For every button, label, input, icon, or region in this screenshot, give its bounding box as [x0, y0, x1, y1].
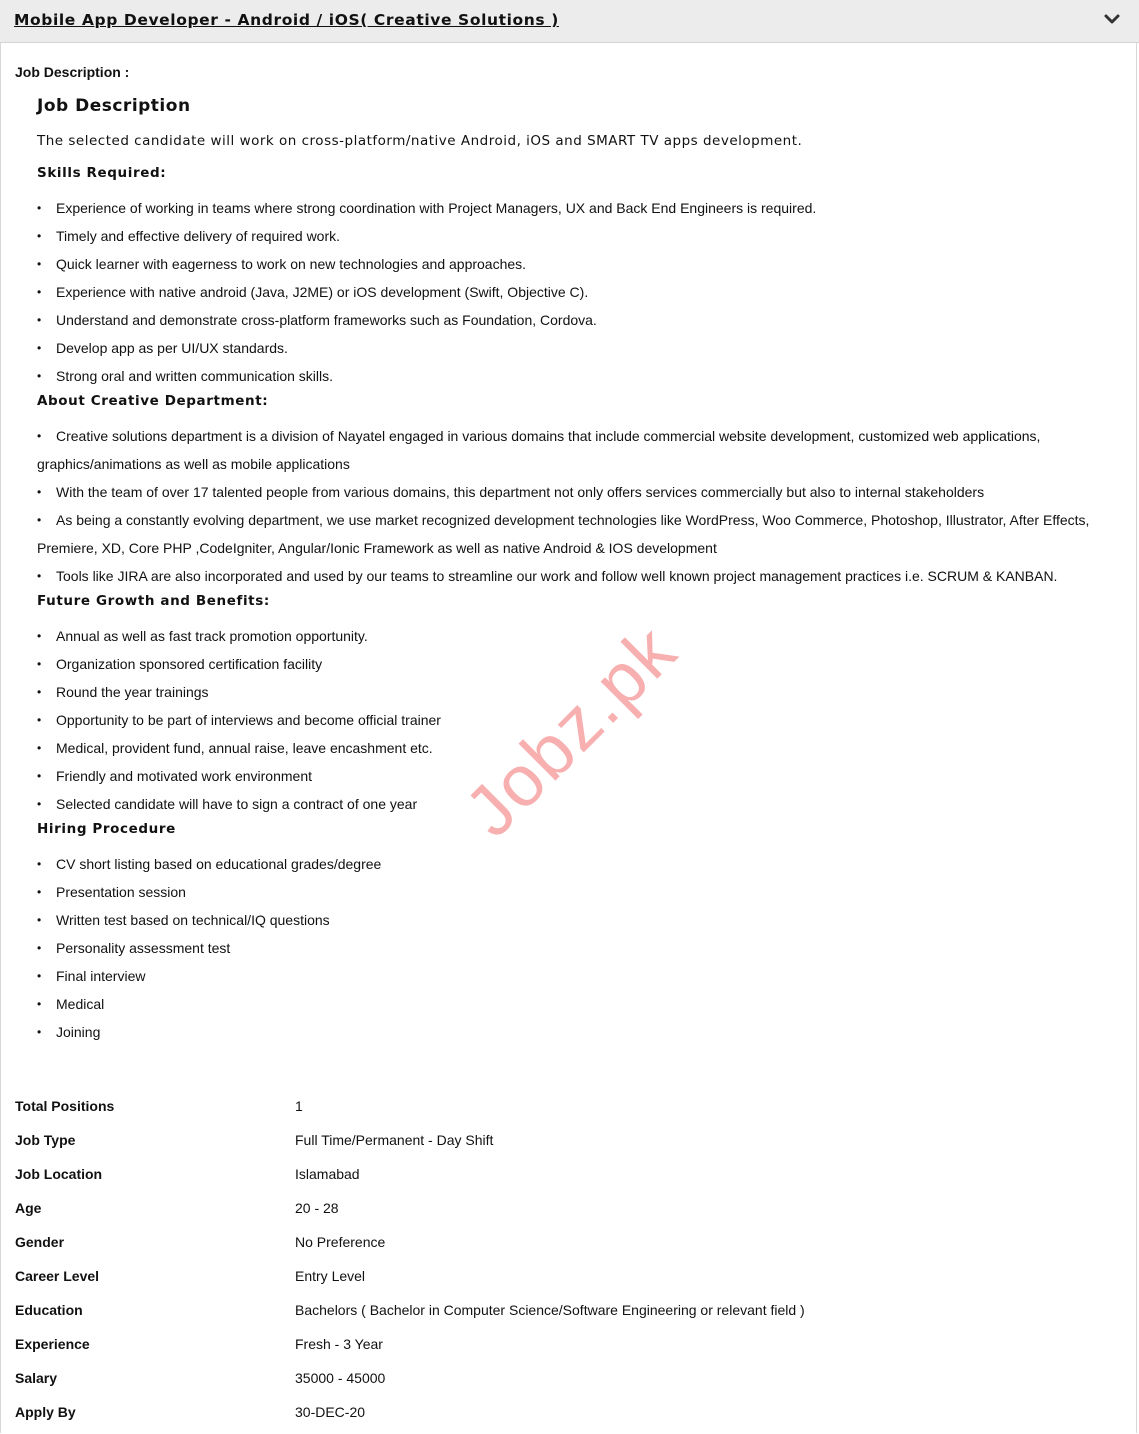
job-details-table [15, 1094, 1115, 1434]
description-heading: Job Description [37, 96, 191, 116]
watermark-logo: Jobz.pk [450, 610, 693, 852]
list-item: • Tools like JIRA are also incorporated and used by our teams to streamline our work and follow well known project management practices i.e. SCRUM & KANBAN. [37, 562, 1107, 590]
chevron-down-icon[interactable] [1103, 12, 1121, 28]
job-header[interactable] [0, 0, 1139, 43]
detail-row-apply-by [15, 1400, 1115, 1434]
detail-label: Age [15, 1200, 42, 1216]
detail-value: No Preference [295, 1234, 386, 1250]
detail-row-experience [15, 1332, 1115, 1366]
detail-label: Job Location [15, 1166, 103, 1182]
list-item: • Annual as well as fast track promotion opportunity. [37, 622, 1107, 650]
detail-value: Islamabad [295, 1166, 360, 1182]
list-item: • Strong oral and written communication skills. [37, 362, 1107, 390]
list-item: • Understand and demonstrate cross-platform frameworks such as Foundation, Cordova. [37, 306, 1107, 334]
list-item: • Joining [37, 1018, 1107, 1046]
detail-row-gender [15, 1230, 1115, 1264]
description-intro: The selected candidate will work on cross-platform/native Android, iOS and SMART TV apps development. [37, 133, 803, 149]
list-item: • With the team of over 17 talented people from various domains, this department not only offers services commercially but also to internal stakeholders [37, 478, 1107, 506]
skills-heading: Skills Required: [37, 165, 167, 181]
list-item: • Experience with native android (Java, J2ME) or iOS development (Swift, Objective C). [37, 278, 1107, 306]
list-item: • Medical [37, 990, 1107, 1018]
about-list [37, 422, 1107, 590]
list-item: • Experience of working in teams where strong coordination with Project Managers, UX and Back End Engineers is required. [37, 194, 1107, 222]
hiring-list [37, 850, 1107, 1046]
job-title[interactable]: Mobile App Developer - Android / iOS( Creative Solutions ) [14, 11, 559, 29]
list-item: • CV short listing based on educational grades/degree [37, 850, 1107, 878]
detail-row-total-positions [15, 1094, 1115, 1128]
detail-row-salary [15, 1366, 1115, 1400]
list-item: • Selected candidate will have to sign a contract of one year [37, 790, 1107, 818]
list-item: • Friendly and motivated work environment [37, 762, 1107, 790]
list-item: • Opportunity to be part of interviews and become official trainer [37, 706, 1107, 734]
detail-value: 30-DEC-20 [295, 1404, 366, 1420]
detail-value: Entry Level [295, 1268, 366, 1284]
list-item: • Develop app as per UI/UX standards. [37, 334, 1107, 362]
growth-heading: Future Growth and Benefits: [37, 593, 270, 609]
detail-label: Total Positions [15, 1098, 115, 1114]
list-item: • Organization sponsored certification facility [37, 650, 1107, 678]
list-item: • Round the year trainings [37, 678, 1107, 706]
detail-value: Full Time/Permanent - Day Shift [295, 1132, 494, 1148]
skills-list [37, 194, 1107, 390]
detail-label: Job Type [15, 1132, 76, 1148]
list-item: • Presentation session [37, 878, 1107, 906]
list-item: • Quick learner with eagerness to work on new technologies and approaches. [37, 250, 1107, 278]
detail-label: Apply By [15, 1404, 76, 1420]
detail-row-job-type [15, 1128, 1115, 1162]
detail-value: 35000 - 45000 [295, 1370, 386, 1386]
detail-label: Education [15, 1302, 83, 1318]
detail-label: Salary [15, 1370, 58, 1386]
hiring-heading: Hiring Procedure [37, 821, 176, 837]
detail-value: Bachelors ( Bachelor in Computer Science/Software Engineering or relevant field ) [295, 1302, 805, 1318]
list-item: • Timely and effective delivery of required work. [37, 222, 1107, 250]
detail-label: Experience [15, 1336, 90, 1352]
growth-list [37, 622, 1107, 818]
list-item: • As being a constantly evolving department, we use market recognized development technologies like WordPress, Woo Commerce, Photoshop, Illustrator, After Effects, Premiere, XD, Core PHP ,CodeIgniter, Angular/Ionic Framework as well as native Android & IOS development [37, 506, 1107, 562]
detail-label: Gender [15, 1234, 65, 1250]
detail-row-age [15, 1196, 1115, 1230]
list-item: • Final interview [37, 962, 1107, 990]
detail-row-job-location [15, 1162, 1115, 1196]
list-item: • Written test based on technical/IQ questions [37, 906, 1107, 934]
detail-value: Fresh - 3 Year [295, 1336, 383, 1352]
detail-value: 20 - 28 [295, 1200, 339, 1216]
list-item: • Creative solutions department is a division of Nayatel engaged in various domains that include commercial website development, customized web applications, graphics/animations as well as mobile applications [37, 422, 1107, 478]
detail-row-education [15, 1298, 1115, 1332]
list-item: • Personality assessment test [37, 934, 1107, 962]
detail-row-career-level [15, 1264, 1115, 1298]
list-item: • Medical, provident fund, annual raise, leave encashment etc. [37, 734, 1107, 762]
detail-value: 1 [295, 1098, 303, 1114]
job-description-label: Job Description : [15, 64, 130, 80]
detail-label: Career Level [15, 1268, 100, 1284]
about-heading: About Creative Department: [37, 393, 269, 409]
